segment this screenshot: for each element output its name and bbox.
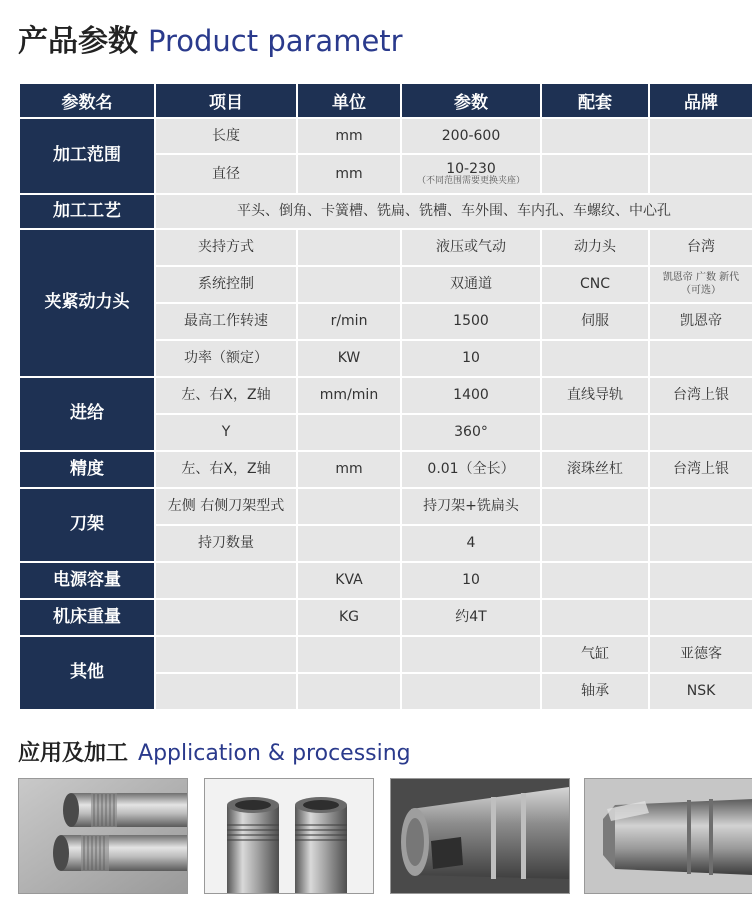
brand-cell: [649, 154, 752, 194]
application-photos: [18, 778, 752, 898]
grooved-pipe-ends-photo: [204, 778, 374, 894]
brand-cell: 台湾上银: [649, 451, 752, 488]
spec-table: [18, 82, 752, 711]
param-cell: [401, 303, 541, 340]
unit-cell: mm: [297, 118, 401, 154]
match-cell: [541, 525, 649, 562]
header-brand: 品牌: [649, 83, 752, 118]
application-title: [18, 736, 411, 767]
param-value: 4: [466, 535, 476, 552]
param-value: 10-230: [446, 161, 496, 177]
param-cell: [401, 154, 541, 194]
match-cell: CNC: [541, 266, 649, 303]
unit-cell: [297, 229, 401, 266]
milled-shaft-end-photo: [390, 778, 570, 894]
header-param-name: 参数名: [19, 83, 155, 118]
item-cell: [155, 636, 297, 673]
match-cell: [541, 414, 649, 451]
item-cell: 功率（额定）: [155, 340, 297, 377]
table-row: [19, 377, 752, 414]
param-cell: [401, 118, 541, 154]
match-cell: [541, 154, 649, 194]
unit-cell: mm: [297, 451, 401, 488]
category-cell: 夹紧动力头: [19, 229, 155, 377]
param-value: 1400: [453, 387, 489, 404]
unit-cell: mm/min: [297, 377, 401, 414]
category-cell: 进给: [19, 377, 155, 451]
unit-cell: KVA: [297, 562, 401, 599]
table-row: [19, 194, 752, 229]
brand-note: （可选）: [681, 284, 721, 296]
param-value: 1500: [453, 313, 489, 330]
spec-table-body: [19, 118, 752, 710]
match-cell: [541, 340, 649, 377]
param-value: 持刀架+铣扁头: [423, 498, 519, 515]
header-param: 参数: [401, 83, 541, 118]
process-list-cell: 平头、倒角、卡簧槽、铣扁、铣槽、车外围、车内孔、车螺纹、中心孔: [155, 194, 752, 229]
brand-cell: [649, 525, 752, 562]
unit-cell: KW: [297, 340, 401, 377]
item-cell: 系统控制: [155, 266, 297, 303]
param-cell: [401, 229, 541, 266]
match-cell: [541, 562, 649, 599]
brand-cell: [649, 414, 752, 451]
param-cell: [401, 340, 541, 377]
param-value: 360°: [454, 424, 488, 441]
param-cell: [401, 377, 541, 414]
item-cell: 夹持方式: [155, 229, 297, 266]
category-cell: 精度: [19, 451, 155, 488]
param-value: 液压或气动: [436, 239, 506, 256]
brand-cell: [649, 488, 752, 525]
table-header-row: [19, 83, 752, 118]
param-value: 200-600: [441, 127, 501, 144]
param-cell: [401, 673, 541, 710]
table-row: [19, 229, 752, 266]
category-cell: 电源容量: [19, 562, 155, 599]
item-cell: [155, 673, 297, 710]
match-cell: [541, 599, 649, 636]
brand-cell: 台湾: [649, 229, 752, 266]
header-unit: 单位: [297, 83, 401, 118]
unit-cell: [297, 525, 401, 562]
param-value: 双通道: [450, 276, 492, 293]
brand-cell: NSK: [649, 673, 752, 710]
param-cell: [401, 266, 541, 303]
param-cell: [401, 414, 541, 451]
brand-value: 凯恩帝 广数 新代: [662, 272, 740, 283]
item-cell: 左、右X，Z轴: [155, 451, 297, 488]
param-cell: [401, 451, 541, 488]
brand-cell: 亚德客: [649, 636, 752, 673]
item-cell: 持刀数量: [155, 525, 297, 562]
table-row: [19, 118, 752, 154]
application-title-cn: 应用及加工: [18, 741, 129, 766]
match-cell: 滚珠丝杠: [541, 451, 649, 488]
table-row: [19, 636, 752, 673]
page-title: [18, 16, 403, 60]
unit-cell: [297, 673, 401, 710]
item-cell: 长度: [155, 118, 297, 154]
param-note: （不同范围需要更换夹座）: [416, 176, 525, 187]
table-row: [19, 488, 752, 525]
chamfered-shaft-photo: [584, 778, 752, 894]
param-cell: [401, 562, 541, 599]
page-title-cn: 产品参数: [18, 24, 138, 59]
threaded-tubes-photo: [18, 778, 188, 894]
item-cell: 直径: [155, 154, 297, 194]
match-cell: [541, 118, 649, 154]
param-cell: [401, 636, 541, 673]
item-cell: 左侧 右侧刀架型式: [155, 488, 297, 525]
header-match: 配套: [541, 83, 649, 118]
unit-cell: mm: [297, 154, 401, 194]
match-cell: 动力头: [541, 229, 649, 266]
brand-cell: [649, 118, 752, 154]
param-cell: [401, 599, 541, 636]
match-cell: [541, 488, 649, 525]
unit-cell: [297, 266, 401, 303]
unit-cell: r/min: [297, 303, 401, 340]
brand-cell: 凯恩帝: [649, 303, 752, 340]
match-cell: 轴承: [541, 673, 649, 710]
unit-cell: [297, 488, 401, 525]
category-cell: 其他: [19, 636, 155, 710]
match-cell: 伺服: [541, 303, 649, 340]
brand-cell: 台湾上银: [649, 377, 752, 414]
match-cell: 气缸: [541, 636, 649, 673]
param-value: 约4T: [455, 609, 487, 626]
unit-cell: KG: [297, 599, 401, 636]
unit-cell: [297, 414, 401, 451]
param-value: 0.01（全长）: [427, 461, 515, 478]
match-cell: 直线导轨: [541, 377, 649, 414]
param-value: 10: [462, 350, 480, 367]
category-cell: 刀架: [19, 488, 155, 562]
item-cell: [155, 599, 297, 636]
category-cell: 加工范围: [19, 118, 155, 194]
application-title-en: Application & processing: [138, 741, 411, 766]
item-cell: 左、右X，Z轴: [155, 377, 297, 414]
brand-cell: [649, 599, 752, 636]
table-row: [19, 451, 752, 488]
param-value: 10: [462, 572, 480, 589]
param-cell: [401, 525, 541, 562]
item-cell: 最高工作转速: [155, 303, 297, 340]
header-item: 项目: [155, 83, 297, 118]
category-cell: 加工工艺: [19, 194, 155, 229]
brand-cell: [649, 562, 752, 599]
table-row: [19, 599, 752, 636]
unit-cell: [297, 636, 401, 673]
spec-table-container: [18, 82, 752, 711]
table-row: [19, 562, 752, 599]
brand-cell: [649, 340, 752, 377]
param-cell: [401, 488, 541, 525]
page-title-en: Product parametr: [148, 24, 403, 58]
brand-cell: [649, 266, 752, 303]
item-cell: [155, 562, 297, 599]
item-cell: Y: [155, 414, 297, 451]
category-cell: 机床重量: [19, 599, 155, 636]
